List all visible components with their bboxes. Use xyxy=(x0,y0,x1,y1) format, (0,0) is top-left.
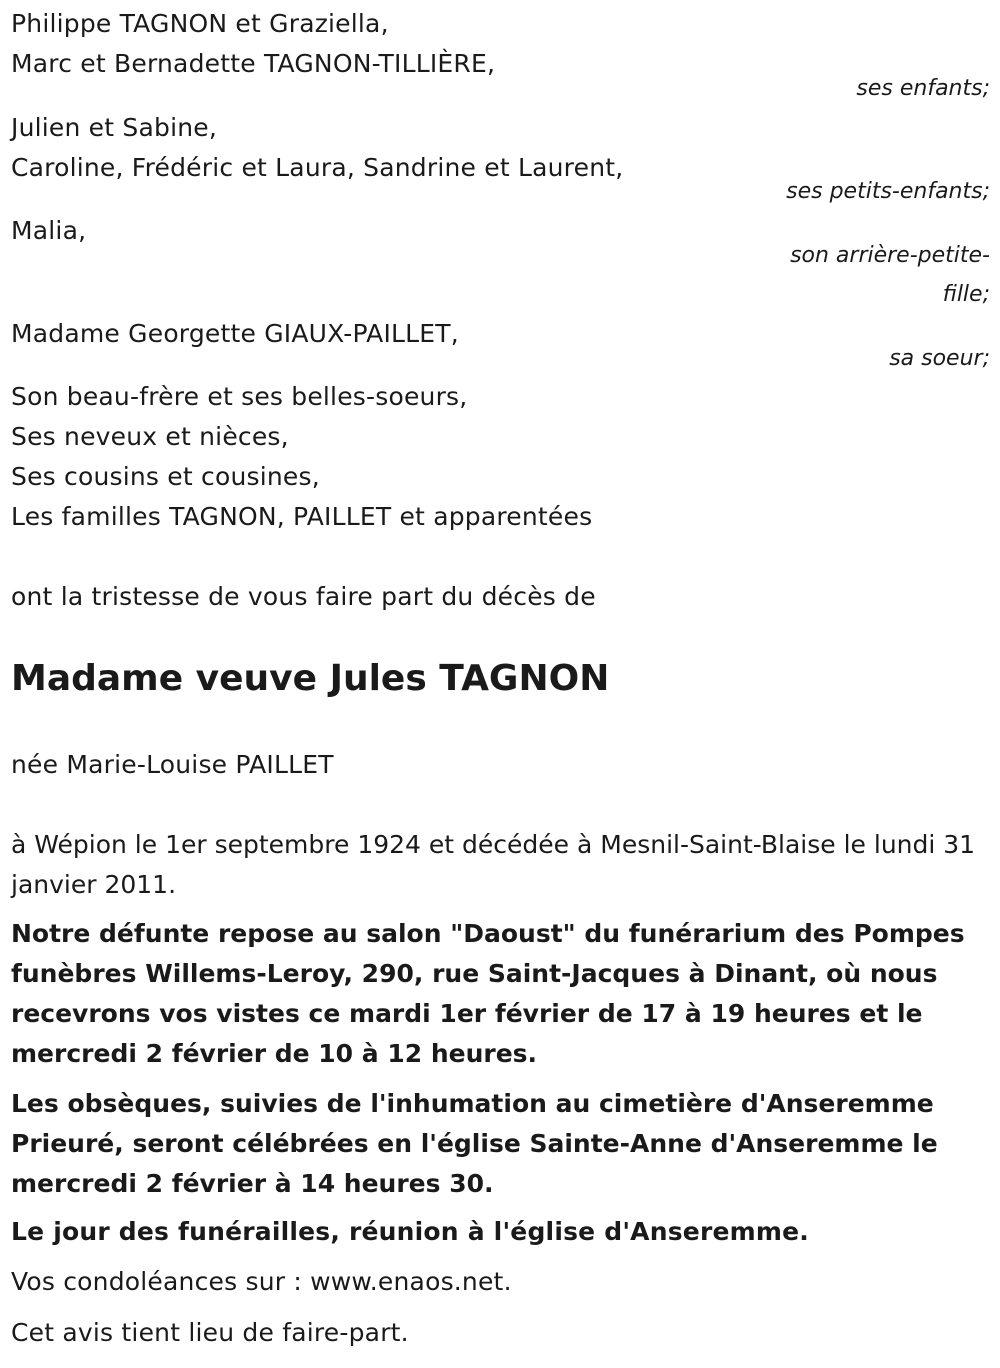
viewing-details: Notre défunte repose au salon "Daoust" du funérarium des Pompes funèbres Willems-Leroy, 290, rue Saint-Jacques à Dinant, où nous recevrons vos vistes ce mardi 1er février de 17 à 19 heures et le mercredi 2 février de 10 à 12 heures. xyxy=(11,919,965,1068)
relatives-line: Les familles TAGNON, PAILLET et apparentées xyxy=(11,502,593,531)
great-grandchild-role-cont: fille; xyxy=(942,282,990,307)
announcement: ont la tristesse de vous faire part du décès de xyxy=(11,582,596,611)
child-line: Philippe TAGNON et Graziella, xyxy=(11,9,389,38)
sister-role: sa soeur; xyxy=(889,346,990,371)
funeral-details: Les obsèques, suivies de l'inhumation au cimetière d'Anseremme Prieuré, seront célébrées en l'église Sainte-Anne d'Anseremme le mercredi 2 février à 14 heures 30. xyxy=(11,1089,938,1198)
great-grandchild-line: Malia, xyxy=(11,216,87,245)
great-grandchild-role: son arrière-petite- xyxy=(790,243,990,268)
relatives-line: Ses cousins et cousines, xyxy=(11,462,320,491)
grandchild-line: Caroline, Frédéric et Laura, Sandrine et Laurent, xyxy=(11,153,624,182)
sister-line: Madame Georgette GIAUX-PAILLET, xyxy=(11,319,459,348)
relatives-line: Ses neveux et nièces, xyxy=(11,422,289,451)
meeting-details: Le jour des funérailles, réunion à l'église d'Anseremme. xyxy=(11,1217,809,1246)
notice-line: Cet avis tient lieu de faire-part. xyxy=(11,1318,409,1347)
birth-death-dates: à Wépion le 1er septembre 1924 et décédée à Mesnil-Saint-Blaise le lundi 31 janvier 2011. xyxy=(11,830,976,899)
maiden-name: née Marie-Louise PAILLET xyxy=(11,750,334,779)
condolences-line: Vos condoléances sur : www.enaos.net. xyxy=(11,1267,512,1296)
grandchild-line: Julien et Sabine, xyxy=(11,113,217,142)
relatives-line: Son beau-frère et ses belles-soeurs, xyxy=(11,382,468,411)
children-role: ses enfants; xyxy=(856,76,990,101)
grandchildren-role: ses petits-enfants; xyxy=(786,179,990,204)
child-line: Marc et Bernadette TAGNON-TILLIÈRE, xyxy=(11,49,496,78)
deceased-name: Madame veuve Jules TAGNON xyxy=(11,658,610,699)
